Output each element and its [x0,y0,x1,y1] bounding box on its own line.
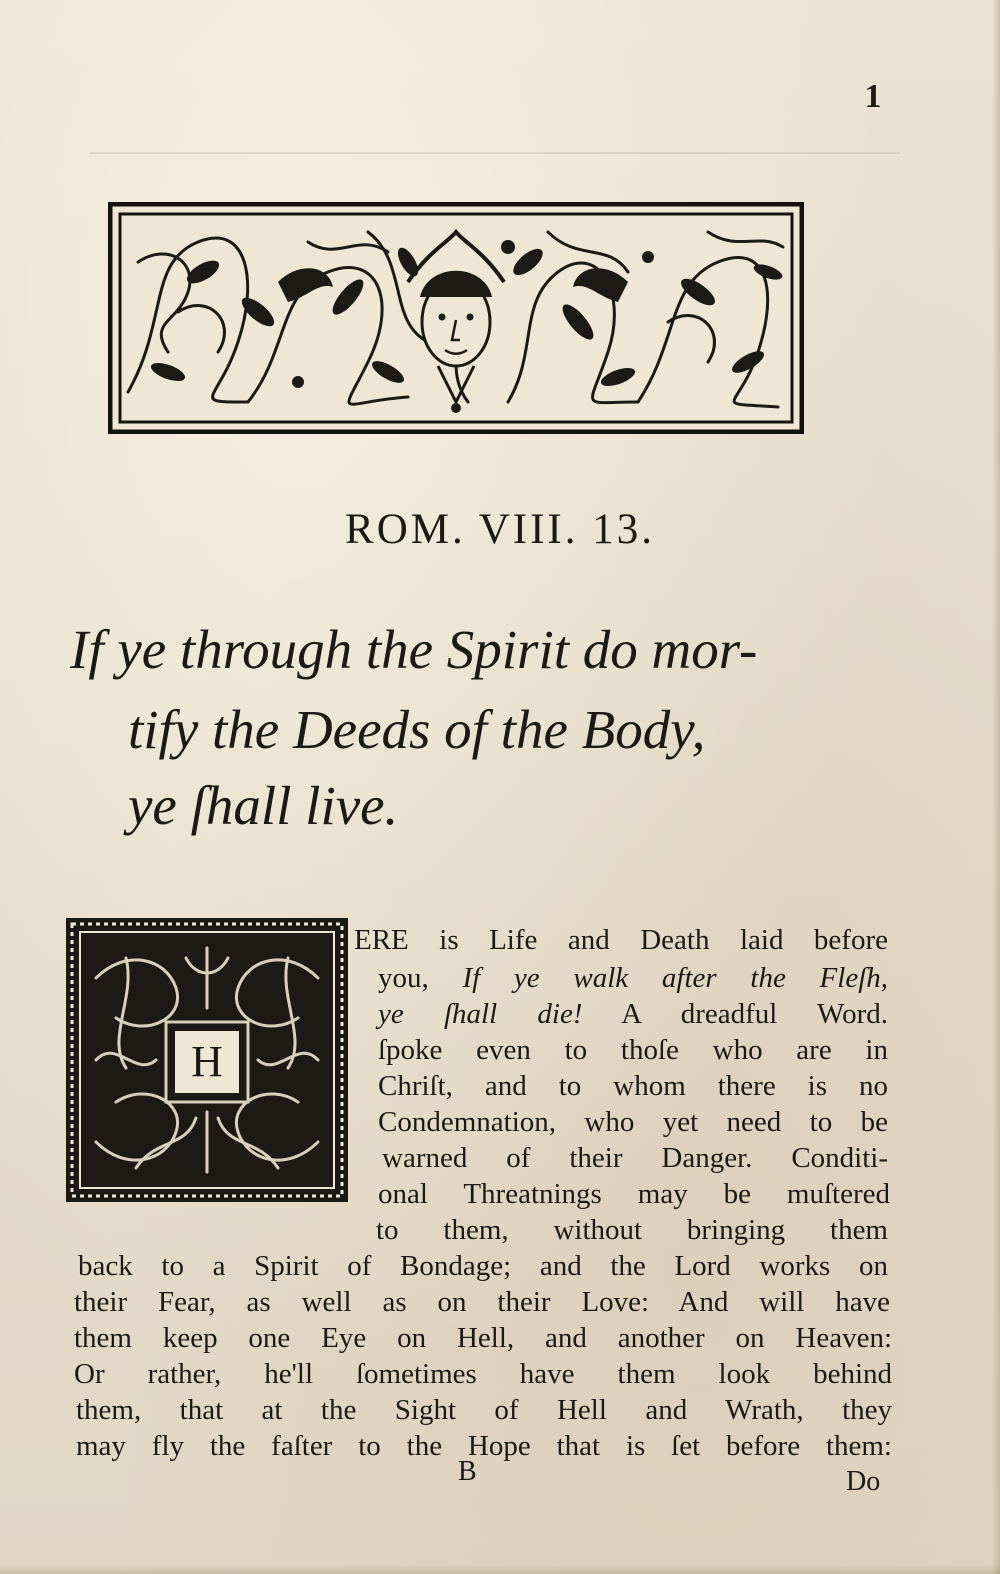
scripture-reference-heading: ROM. VIII. 13. [345,506,655,553]
body-line-3-text: A dreadful Word. [582,998,888,1030]
body-line-11-text: their Fear, as well as on their Love: And will have [74,1286,890,1318]
body-line-7 [382,1142,888,1175]
body-line-7-text: warned of their Danger. Conditi- [382,1142,888,1174]
headpiece-woodcut-ornament [108,202,804,434]
drop-cap-letter: H [191,1037,223,1086]
body-line-5 [378,1070,888,1103]
body-line-8 [378,1178,890,1211]
body-line-6-text: Condemnation, who yet need to be [378,1106,888,1138]
body-line-11 [74,1286,890,1319]
verse-line-2: tify the Deeds of the Body, [128,699,706,760]
body-line-15-text: may fly the faſter to the Hope that is ſet before them: [76,1430,892,1462]
body-line-2 [378,962,888,995]
body-line-14 [76,1394,892,1427]
verse-line-1: If ye through the Spirit do mor- [70,619,758,680]
body-line-3-italic: ye ſhall die! [378,998,583,1030]
body-line-10 [78,1250,888,1283]
signature-mark: B [458,1456,477,1487]
body-line-13 [74,1358,892,1391]
body-line-8-text: onal Threatnings may be muſtered [378,1178,890,1210]
body-line-9-text: to them, without bringing them [376,1214,888,1246]
page-edge-shadow-bottom [0,1564,1000,1574]
body-line-3 [378,998,888,1031]
body-line-6 [378,1106,888,1139]
body-line-12 [74,1322,892,1355]
body-line-2-text: you, [378,962,463,994]
body-line-14-text: them, that at the Sight of Hell and Wrath, they [76,1394,892,1426]
drop-cap-ornament [66,918,348,1202]
bleed-through-rule [90,152,900,154]
body-line-2-italic: If ye walk after the Fleſh, [462,962,888,994]
body-line-5-text: Chriſt, and to whom there is no [378,1070,888,1102]
body-line-1-text: ERE is Life and Death laid before [354,924,888,956]
body-line-4-text: ſpoke even to thoſe who are in [378,1034,888,1066]
body-line-10-text: back to a Spirit of Bondage; and the Lord works on [78,1250,888,1282]
verse-line-3: ye ſhall live. [128,775,399,836]
page-edge-shadow-right [992,0,1000,1574]
body-line-15 [76,1430,892,1463]
catchword: Do [846,1466,881,1497]
body-line-1 [354,924,888,957]
body-line-9 [376,1214,888,1247]
body-line-4 [378,1034,888,1067]
body-line-13-text: Or rather, he'll ſometimes have them look behind [74,1358,892,1390]
page-number: 1 [864,78,882,115]
body-line-12-text: them keep one Eye on Hell, and another on Heaven: [74,1322,892,1354]
